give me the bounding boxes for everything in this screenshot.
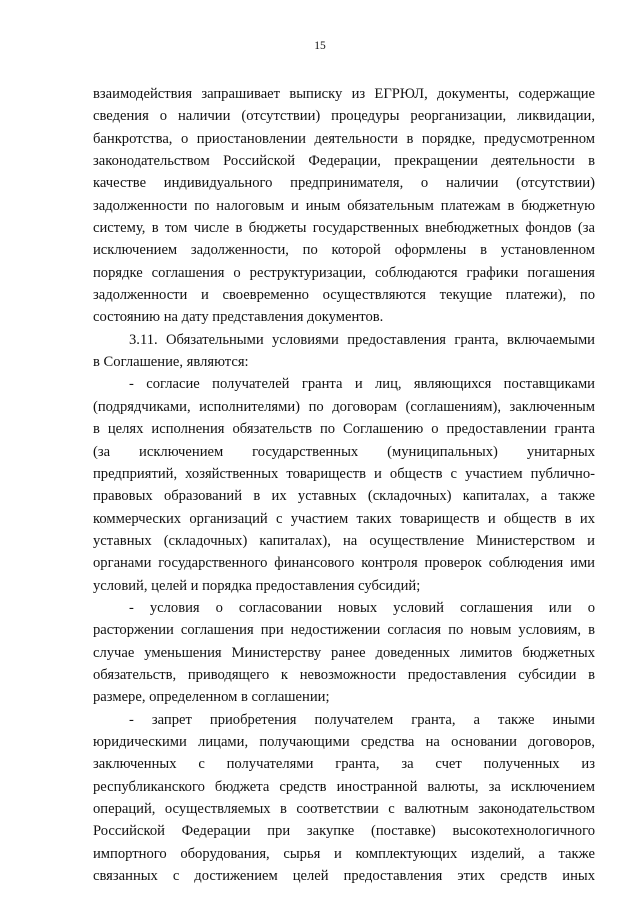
page-number: 15: [314, 40, 326, 52]
text-line: республиканского бюджета средств иностранной валюты, за исключением: [93, 778, 595, 795]
text-line: Российской Федерации при закупке (поставке) высокотехнологичного: [93, 823, 595, 840]
text-line: юридическими лицами, получающими средства на основании договоров,: [93, 733, 595, 750]
text-line: импортного оборудования, сырья и комплектующих изделий, а также: [93, 845, 595, 862]
text-line: коммерческих организаций с участием таких товариществ и обществ в их: [93, 510, 595, 527]
text-line: в Соглашение, являются:: [93, 354, 249, 371]
text-line: задолженности по налоговым и иным обязательным платежам в бюджетную: [93, 197, 595, 214]
text-line: размере, определенном в соглашении;: [93, 689, 330, 706]
text-line: связанных с достижением целей предоставления этих средств иных: [93, 868, 595, 885]
text-line: - запрет приобретения получателем гранта, а также иными: [129, 711, 595, 728]
text-line: систему, в том числе в бюджеты государственных внебюджетных фондов (за: [93, 220, 595, 237]
text-line: обязательств, приводящего к невозможности предоставления субсидии в: [93, 666, 595, 683]
document-body: [93, 83, 595, 887]
paragraph-item: [93, 373, 595, 596]
text-line: исключением задолженности, по которой оформлены в установленном: [93, 242, 595, 259]
text-line: условий, целей и порядка предоставления субсидий;: [93, 577, 421, 594]
text-line: расторжении соглашения при недостижении согласия по новым условиям, в: [93, 622, 595, 639]
text-line: законодательством Российской Федерации, прекращении деятельности в: [93, 153, 595, 170]
text-line: сведения о наличии (отсутствии) процедуры реорганизации, ликвидации,: [93, 108, 595, 125]
text-line: 3.11. Обязательными условиями предоставления гранта, включаемыми: [129, 331, 595, 348]
text-line: заключенных с получателями гранта, за счет полученных из: [93, 756, 595, 773]
text-line: задолженности и своевременно осуществляются текущие платежи), по: [93, 287, 595, 304]
paragraph-item-continues: [93, 709, 595, 888]
paragraph-clause: [93, 329, 595, 374]
text-line: уставных (складочных) капиталах), на осуществление Министерством и: [93, 532, 595, 549]
text-line: органами государственного финансового контроля проверок соблюдения ими: [93, 555, 595, 572]
text-line: - условия о согласовании новых условий соглашения или о: [129, 599, 595, 616]
text-line: качестве индивидуального предпринимателя, о наличии (отсутствии): [93, 175, 595, 192]
text-line: случае уменьшения Министерству ранее доведенных лимитов бюджетных: [93, 644, 595, 661]
text-line: состоянию на дату представления документов.: [93, 309, 384, 326]
text-line: порядке соглашения о реструктуризации, соблюдаются графики погашения: [93, 264, 595, 281]
text-line: правовых образований в их уставных (складочных) капиталах, а также: [93, 488, 595, 505]
paragraph-continuation: [93, 83, 595, 329]
text-line: операций, осуществляемых в соответствии с валютным законодательством: [93, 801, 595, 817]
text-line: (подрядчиками, исполнителями) по договорам (соглашениям), заключенным: [93, 398, 595, 415]
text-line: в целях исполнения обязательств по Соглашению о предоставлении гранта: [93, 421, 595, 438]
paragraph-item: [93, 597, 595, 709]
text-line: банкротства, о приостановлении деятельности в порядке, предусмотренном: [93, 130, 595, 147]
text-line: (за исключением государственных (муниципальных) унитарных: [93, 443, 595, 460]
text-line: предприятий, хозяйственных товариществ и обществ с участием публично-: [93, 465, 595, 482]
text-line: - согласие получателей гранта и лиц, являющихся поставщиками: [129, 376, 595, 393]
text-line: взаимодействия запрашивает выписку из ЕГРЮЛ, документы, содержащие: [93, 86, 595, 102]
